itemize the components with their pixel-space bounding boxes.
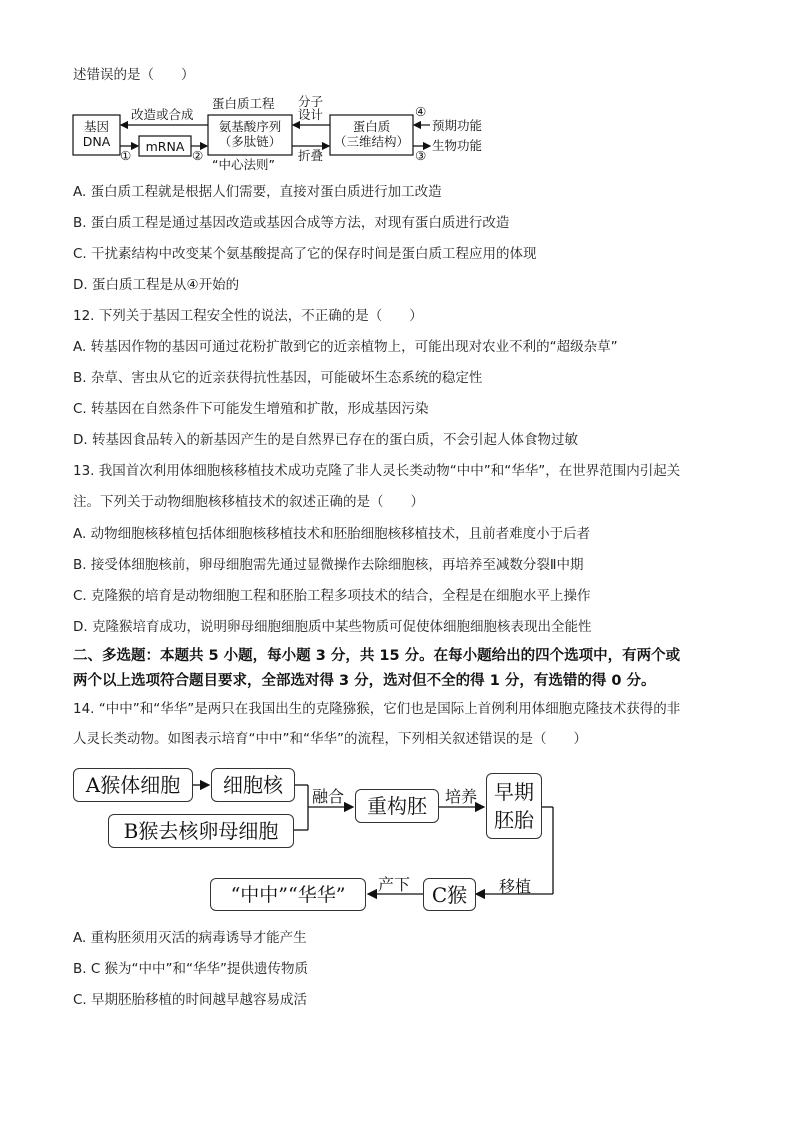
q12-option-d: D. 转基因食品转入的新基因产生的是自然界已存在的蛋白质，不会引起人体食物过敏 (73, 432, 578, 448)
q11-stem-tail: 述错误的是（ ） (73, 67, 195, 83)
birth-label: 产下 (378, 875, 411, 894)
q12-option-b: B. 杂草、害虫从它的近亲获得抗性基因，可能破坏生态系统的稳定性 (73, 370, 483, 386)
q13-option-d: D. 克隆猴培育成功，说明卵母细胞细胞质中某些物质可促使体细胞细胞核表现出全能性 (73, 619, 592, 635)
b-monkey-oocyte-box: B猴去核卵母细胞 (108, 814, 294, 848)
expected-function-label: 预期功能 (432, 118, 483, 133)
q12-option-c: C. 转基因在自然条件下可能发生增殖和扩散，形成基因污染 (73, 401, 429, 417)
step-mark-2: ② (192, 148, 204, 163)
q14-stem-line1: 14. “中中”和“华华”是两只在我国出生的克隆猕猴，它们也是国际上首例利用体细胞克隆技术获得的非 (73, 701, 681, 717)
q12-option-a: A. 转基因作物的基因可通过花粉扩散到它的近亲植物上，可能出现对农业不利的“超级杂草” (73, 339, 618, 355)
gene-dna-label (73, 119, 120, 149)
q11-option-b: B. 蛋白质工程是通过基因改造或基因合成等方法，对现有蛋白质进行改造 (73, 215, 510, 231)
amino-acid-seq-label: 氨基酸序列 （多肽链） (218, 119, 282, 149)
fusion-label: 融合 (312, 787, 345, 806)
q14-option-a: A. 重构胚须用灭活的病毒诱导才能产生 (73, 930, 307, 946)
a-monkey-somatic-cell-box: A猴体细胞 (73, 768, 193, 802)
section2-heading-line2: 两个以上选项符合题目要求，全部选对得 3 分，选对但不全的得 1 分，有选错的得 0 分。 (73, 673, 656, 689)
mrna-label: mRNA (145, 139, 185, 154)
gene-dna-text: 基因 DNA (82, 119, 111, 149)
q14-option-c: C. 早期胚胎移植的时间越早越容易成活 (73, 992, 308, 1008)
q14-stem-line2: 人灵长类动物。如图表示培育“中中”和“华华”的流程，下列相关叙述错误的是（ ） (73, 731, 587, 747)
early-embryo-box: 早期 胚胎 (486, 773, 542, 839)
q11-option-c: C. 干扰素结构中改变某个氨基酸提高了它的保存时间是蛋白质工程应用的体现 (73, 246, 537, 262)
transfer-label: 移植 (499, 877, 532, 896)
q13-stem-line1: 13. 我国首次利用体细胞核移植技术成功克隆了非人灵长类动物“中中”和“华华”，在世界范围内引起关 (73, 463, 681, 479)
protein-label: 蛋白质 （三维结构） (333, 119, 409, 149)
q13-option-c: C. 克隆猴的培育是动物细胞工程和胚胎工程多项技术的结合，全程是在细胞水平上操作 (73, 588, 591, 604)
protein-engineering-label: 蛋白质工程 (212, 96, 275, 111)
modify-or-synthesize-label: 改造或合成 (131, 107, 194, 122)
central-dogma-label: “中心法则” (212, 157, 275, 172)
folding-label: 折叠 (298, 148, 324, 163)
step-mark-3: ③ (415, 148, 427, 163)
c-monkey-box: C猴 (423, 878, 476, 911)
q11-option-d: D. 蛋白质工程是从④开始的 (73, 277, 240, 293)
q13-option-a: A. 动物细胞核移植包括体细胞核移植技术和胚胎细胞核移植技术，且前者难度小于后者 (73, 526, 591, 542)
culture-label: 培养 (445, 787, 478, 806)
q12-stem: 12. 下列关于基因工程安全性的说法，不正确的是（ ） (73, 308, 423, 324)
offspring-box: “中中”“华华” (210, 878, 366, 911)
q13-stem-line2: 注。下列关于动物细胞核移植技术的叙述正确的是（ ） (73, 494, 424, 510)
q14-option-b: B. C 猴为“中中”和“华华”提供遗传物质 (73, 961, 309, 977)
step-mark-1: ① (120, 148, 132, 163)
molecular-design-label: 分子 设计 (298, 94, 324, 122)
protein-engineering-diagram-lines (0, 0, 794, 200)
q11-option-a: A. 蛋白质工程就是根据人们需要，直接对蛋白质进行加工改造 (73, 184, 442, 200)
q13-option-b: B. 接受体细胞核前，卵母细胞需先通过显微操作去除细胞核，再培养至减数分裂Ⅱ中期 (73, 557, 584, 573)
nucleus-box: 细胞核 (211, 768, 295, 802)
biological-function-label: 生物功能 (432, 138, 483, 153)
section2-heading-line1: 二、多选题：本题共 5 小题，每小题 3 分，共 15 分。在每小题给出的四个选项中，有两个或 (73, 648, 681, 664)
step-mark-4: ④ (415, 104, 427, 119)
reconstructed-embryo-box: 重构胚 (355, 789, 439, 823)
